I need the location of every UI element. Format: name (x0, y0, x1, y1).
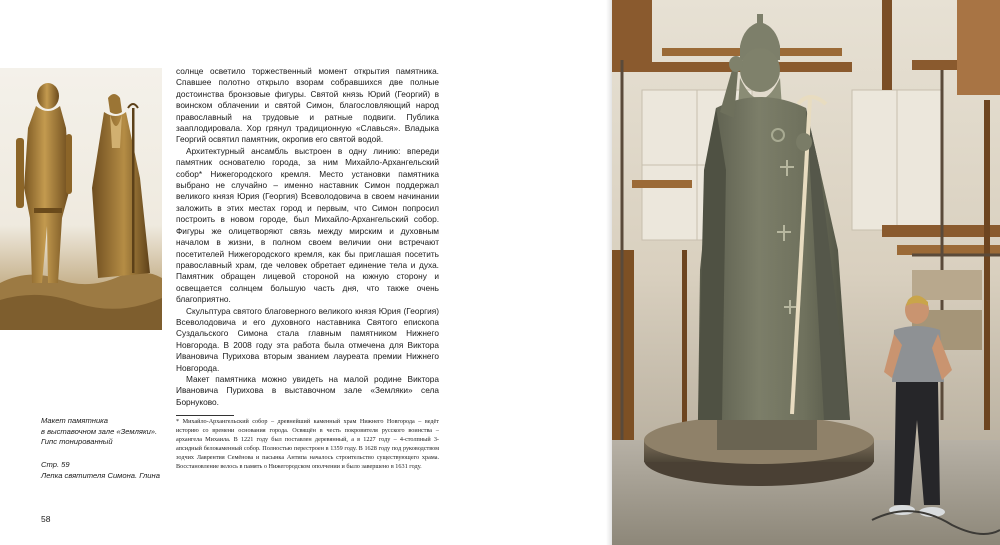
caption-line: Лепка святителя Симона. Глина (41, 470, 160, 480)
maquette-illustration (0, 68, 162, 330)
workshop-photo (612, 0, 1000, 545)
maquette-photo (0, 68, 162, 330)
body-paragraph: Скульптура святого благоверного великого князя Юрия (Георгия) Всеволодовича и его духовного наставника Святого епископа Суздальского Симона стала главным памятником Нижнего Новгорода. В 2008 году эта работа была отмечена для Виктора Ивановича Пурихова вторым званием лауреата премии Нижнего Новгорода. (176, 305, 439, 373)
caption-line: Гипс тонированный (41, 437, 113, 447)
body-paragraph: солнце осветило торжественный момент открытия памятника. Спавшее полотно открыло взорам собравшихся две полные достоинства бронзовые фигуры. Святой князь Юрий (Георгий) в воинском облачении и святой Симон, благословляющий народ православный на трудовые и ратные подвиги. Публика зааплодировала. Хор грянул традиционную «Славься». Владыка Георгий освятил памятник, окропив его святой водой. (176, 66, 439, 145)
caption-maquette (41, 416, 166, 448)
body-paragraph: Архитектурный ансамбль выстроен в одну линию: впереди памятник основателю города, за ним Михайло-Архангельский собор* Нижегородского кремля. Место установки памятника выбрано не случайно – именно наставник Симон поддержал великого князя Юрия (Георгия) Всеволодовича в своем начинании заложить в этих местах город и первым, что Симон попросил построить в новом городе, был Михайло-Архангельский собор. Фигуры же олицетворяют связь между мирским и духовным началом в жизни, в полном своем величии они встречают посетителей Нижегородского кремля, как бы приглашая посетить православный храм, где человек обретает единение тела и духа. Памятник обращен лицевой стороной на южную сторону и освещается солнцем большую часть дня, что также очень благоприятно. (176, 145, 439, 305)
body-paragraph: Макет памятника можно увидеть на малой родине Виктора Ивановича Пурихова в выставочном зале «Земляки» села Борнуково. (176, 373, 439, 407)
footnote-rule (176, 415, 234, 416)
caption-line: в выставочном зале «Земляки». (41, 426, 158, 436)
caption-line: Стр. 59 (41, 460, 70, 469)
caption-simon (41, 460, 166, 481)
caption-line: Макет памятника (41, 416, 108, 425)
workshop-illustration (612, 0, 1000, 545)
footnote: * Михайло-Архангельский собор – древнейший каменный храм Нижнего Новгорода – ведёт историю со времени основания города. Освящён в честь покровителя русского воинства – архангела Михаила. В 1221 году был поставлен деревянный, а в 1227 году – 4-столпный 3-апсидный белокаменный собор. Полностью перестроен в 1359 году. В 1628 году под руководством зодчих Лаврентия Семёнова и пасынка Антипа началось строительство существующего храма. Восстановление велось в память о Нижегородском ополчении и было завершено в 1631 году. (176, 418, 439, 470)
body-text (176, 66, 439, 408)
page-number: 58 (41, 514, 51, 524)
